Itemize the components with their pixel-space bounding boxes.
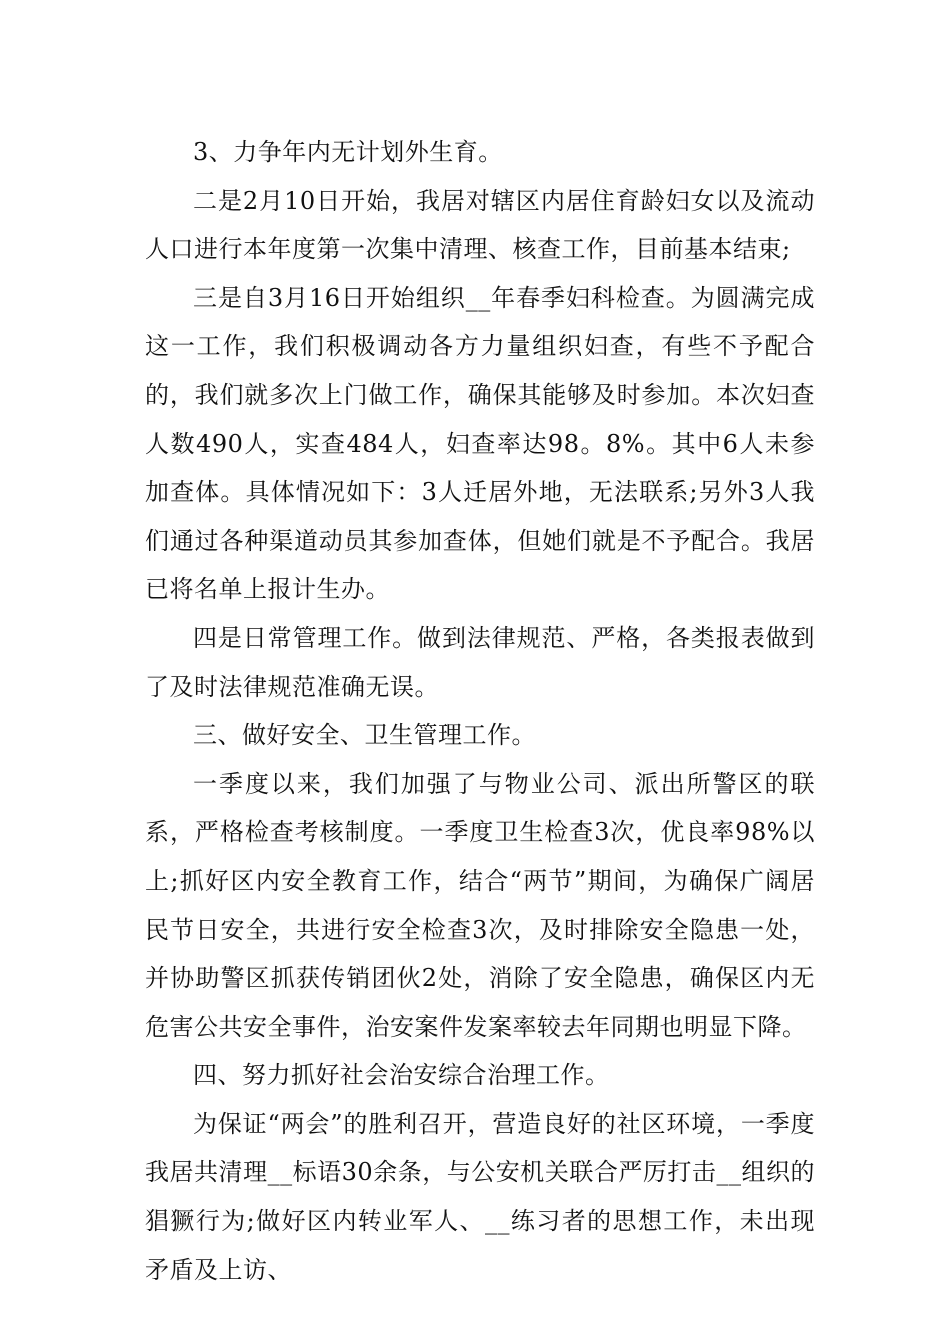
section-heading-public-security: 四、努力抓好社会治安综合治理工作。 xyxy=(193,1061,610,1090)
section-heading-safety-hygiene: 三、做好安全、卫生管理工作。 xyxy=(193,721,536,750)
paragraph-item-4th: 四是日常管理工作。做到法律规范、严格，各类报表做到了及时法律规范准确无误。 xyxy=(145,623,815,701)
paragraph-public-security: 为保证“两会”的胜利召开，营造良好的社区环境，一季度我居共清理__标语30余条，与公安机关联合严厉打击__组织的猖獗行为;做好区内转业军人、__练习者的思想工作，未出现矛盾及上访、 xyxy=(145,1109,815,1284)
paragraph-item-3: 3、力争年内无计划外生育。 xyxy=(193,138,503,166)
document-body xyxy=(145,128,815,1294)
paragraph-item-2nd: 二是2月10日开始，我居对辖区内居住育龄妇女以及流动人口进行本年度第一次集中清理、核查工作，目前基本结束; xyxy=(145,186,815,264)
paragraph-safety-hygiene: 一季度以来，我们加强了与物业公司、派出所警区的联系，严格检查考核制度。一季度卫生检查3次，优良率98%以上;抓好区内安全教育工作，结合“两节”期间，为确保广阔居民节日安全，共进行安全检查3次，及时排除安全隐患一处，并协助警区抓获传销团伙2处，消除了安全隐患，确保区内无危害公共安全事件，治安案件发案率较去年同期也明显下降。 xyxy=(145,769,815,1041)
paragraph-item-3rd: 三是自3月16日开始组织__年春季妇科检查。为圆满完成这一工作，我们积极调动各方力量组织妇查，有些不予配合的，我们就多次上门做工作，确保其能够及时参加。本次妇查人数490人，实查484人，妇查率达98。8%。其中6人未参加查体。具体情况如下：3人迁居外地，无法联系;另外3人我们通过各种渠道动员其参加查体，但她们就是不予配合。我居已将名单上报计生办。 xyxy=(145,283,815,604)
